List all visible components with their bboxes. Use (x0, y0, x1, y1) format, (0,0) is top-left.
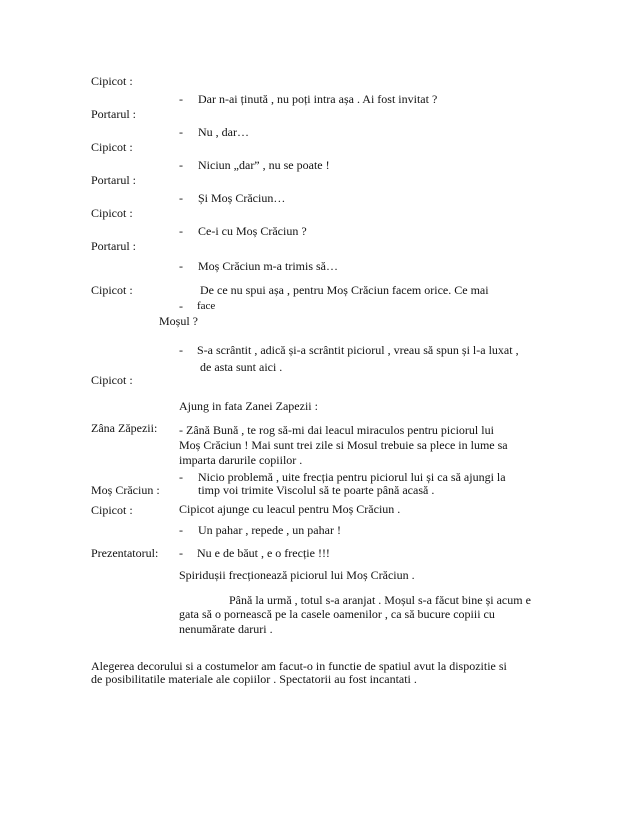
speaker-label: Portarul : (91, 239, 136, 253)
dialogue-line: Moș Crăciun m-a trimis să… (198, 259, 338, 273)
speaker-label: Cipicot : (91, 373, 133, 387)
speaker-label: Cipicot : (91, 140, 133, 154)
dash-marker: - (179, 259, 183, 273)
speaker-label: Cipicot : (91, 74, 133, 88)
dash-marker: - (179, 546, 183, 560)
dialogue-line: Și Moș Crăciun… (198, 191, 286, 205)
dialogue-line: De ce nu spui așa , pentru Moș Crăciun facem orice. Ce mai (200, 283, 489, 297)
dash-marker: - (179, 470, 183, 484)
dialogue-line: S-a scrântit , adică și-a scrântit piciorul , vreau să spun și l-a luxat , (197, 343, 519, 357)
stage-direction: Cipicot ajunge cu leacul pentru Moș Crăciun . (179, 502, 401, 516)
dash-marker: - (179, 158, 183, 172)
dash-marker: - (179, 191, 183, 205)
narration-line: nenumărate daruri . (179, 622, 273, 636)
dialogue-line: imparta darurile copiilor . (179, 453, 303, 467)
closing-paragraph: Alegerea decorului si a costumelor am facut-o in functie de spatiul avut la dispozitie si (91, 659, 507, 673)
stage-direction: Spiridușii frecționează piciorul lui Moș Crăciun . (179, 568, 415, 582)
dialogue-line: Dar n-ai ținută , nu poți intra așa . Ai fost invitat ? (198, 92, 438, 106)
dash-marker: - (179, 92, 183, 106)
speaker-label: Cipicot : (91, 283, 133, 297)
speaker-label: Zâna Zăpezii: (91, 421, 158, 435)
speaker-label: Cipicot : (91, 503, 133, 517)
dash-marker: - (179, 343, 183, 357)
dialogue-line: timp voi trimite Viscolul să te poarte până acasă . (198, 483, 435, 497)
dialogue-line: de asta sunt aici . (200, 360, 283, 374)
narration-line: gata să o pornească pe la casele oamenilor , ca să bucure copiii cu (179, 607, 495, 621)
dialogue-line: Un pahar , repede , un pahar ! (198, 523, 341, 537)
dialogue-line: - Zână Bună , te rog să-mi dai leacul miraculos pentru piciorul lui (179, 423, 494, 437)
dialogue-line: Nicio problemă , uite frecția pentru piciorul lui și ca să ajungi la (198, 470, 506, 484)
dash-marker: - (179, 125, 183, 139)
speaker-label: Cipicot : (91, 206, 133, 220)
speaker-label: Prezentatorul: (91, 546, 159, 560)
dash-marker: - (179, 299, 183, 313)
dialogue-line: Moșul ? (159, 314, 198, 328)
dialogue-line: Ce-i cu Moș Crăciun ? (198, 224, 307, 238)
speaker-label: Portarul : (91, 173, 136, 187)
closing-paragraph: de posibilitatile materiale ale copiilor . Spectatorii au fost incantati . (91, 672, 417, 686)
dialogue-line: Nu e de băut , e o frecție !!! (197, 546, 330, 560)
dialogue-line: Moș Crăciun ! Mai sunt trei zile si Mosul trebuie sa plece in lume sa (179, 438, 508, 452)
dialogue-line: face (197, 300, 216, 312)
dialogue-line: Niciun „dar” , nu se poate ! (198, 158, 330, 172)
stage-direction: Ajung in fata Zanei Zapezii : (179, 399, 318, 413)
dash-marker: - (179, 523, 183, 537)
narration-line: Până la urmă , totul s-a aranjat . Moșul s-a făcut bine și acum e (229, 593, 531, 607)
dialogue-line: Nu , dar… (198, 125, 249, 139)
speaker-label: Portarul : (91, 107, 136, 121)
speaker-label: Moș Crăciun : (91, 483, 160, 497)
dash-marker: - (179, 224, 183, 238)
